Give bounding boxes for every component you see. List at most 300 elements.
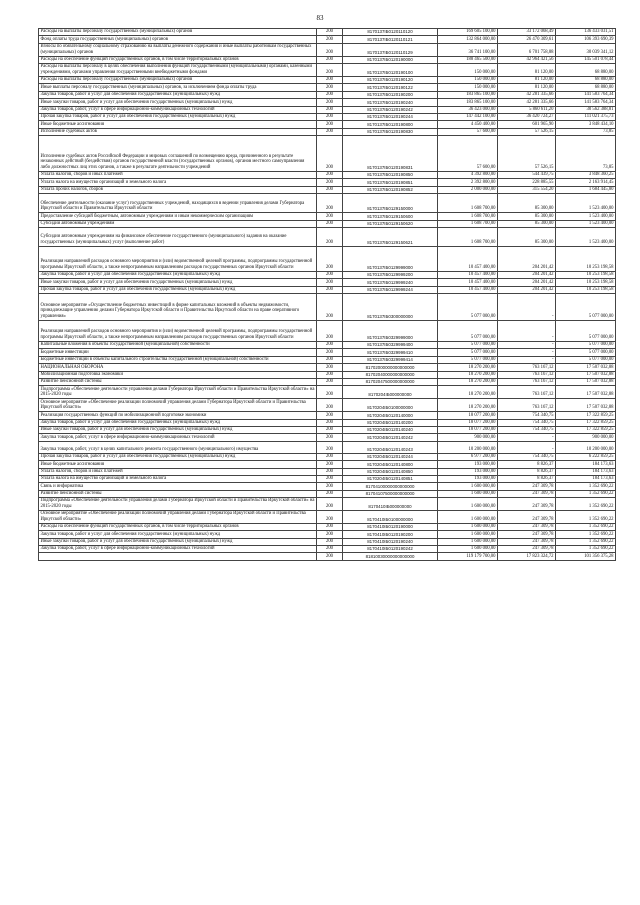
- row-budget-code: 8170137IБ0129150000: [343, 194, 438, 213]
- row-admin-code: 200: [317, 286, 343, 293]
- table-row: [39, 321, 616, 342]
- row-budget-code: 8170204IБ0120140240: [343, 427, 438, 434]
- table-row: [39, 84, 616, 91]
- row-name: Иные выплаты персоналу государственных (муниципальных) органов, за исключением фонда оплаты труда: [39, 84, 317, 91]
- row-approved-amount: 2 392 800,00: [438, 179, 498, 186]
- row-admin-code: 200: [317, 77, 343, 84]
- row-name: Уплата прочих налогов, сборов: [39, 186, 317, 193]
- row-executed-amount: 247 309,78: [498, 510, 556, 523]
- row-budget-code: 8170137IБ0129150620: [343, 220, 438, 227]
- row-budget-code: 81702040000000000000: [343, 371, 438, 378]
- row-budget-code: 8170137IБ0329999000: [343, 321, 438, 342]
- row-approved-amount: 5 077 000,00: [438, 294, 498, 321]
- row-budget-code: 8170410IБ000000000: [343, 498, 438, 511]
- row-budget-code: 8170137IБ0129150600: [343, 213, 438, 220]
- table-row: [39, 91, 616, 98]
- row-budget-code: 8170137IБ0120190120: [343, 77, 438, 84]
- row-remaining-amount: 5 077 000,00: [556, 342, 616, 349]
- row-approved-amount: 18 077 200,00: [438, 412, 498, 419]
- row-budget-code: 8170137IБ0120190242: [343, 106, 438, 113]
- row-executed-amount: 247 309,78: [498, 483, 556, 490]
- row-budget-code: 8170204IБ0120140000: [343, 412, 438, 419]
- row-remaining-amount: 900 000,00: [556, 434, 616, 441]
- row-executed-amount: -: [498, 294, 556, 321]
- table-row: [39, 213, 616, 220]
- row-remaining-amount: 1 352 690,22: [556, 523, 616, 530]
- row-budget-code: 8170137IБ0120190244: [343, 113, 438, 120]
- row-approved-amount: 193 000,00: [438, 468, 498, 475]
- row-remaining-amount: 3 848 360,25: [556, 172, 616, 179]
- table-row: [39, 364, 616, 371]
- row-name: Основное мероприятие «Обеспечение реализации полномочий управления делами Губернатора Иркутской области и Правительства Иркутской области»: [39, 510, 317, 523]
- row-admin-code: 200: [317, 475, 343, 482]
- row-admin-code: 200: [317, 483, 343, 490]
- row-name: Иные закупки товаров, работ и услуг для обеспечения государственных (муниципальных) нужд: [39, 99, 317, 106]
- row-admin-code: 200: [317, 434, 343, 441]
- row-remaining-amount: 1 352 690,22: [556, 531, 616, 538]
- row-approved-amount: 1 600 000,00: [438, 498, 498, 511]
- row-name: Развитие пенсионной системы: [39, 378, 317, 385]
- table-row: [39, 510, 616, 523]
- row-executed-amount: 754 340,75: [498, 453, 556, 460]
- row-executed-amount: 544 439,75: [498, 172, 556, 179]
- table-row: [39, 271, 616, 278]
- row-approved-amount: 4 392 800,00: [438, 172, 498, 179]
- row-remaining-amount: 3 848 434,10: [556, 121, 616, 128]
- row-budget-code: 8170204IБ0120140244: [343, 453, 438, 460]
- row-approved-amount: 183 865 100,00: [438, 99, 498, 106]
- row-approved-amount: 150 000,00: [438, 84, 498, 91]
- row-executed-amount: 8 826,37: [498, 475, 556, 482]
- row-approved-amount: 18 077 200,00: [438, 419, 498, 426]
- table-row: [39, 106, 616, 113]
- row-remaining-amount: 73,85: [556, 136, 616, 172]
- row-admin-code: 200: [317, 364, 343, 371]
- row-name: Субсидии автономным учреждениям на финансовое обеспечение государственного (муниципального) задания на оказание государственных (муниципальных) услуг (выполнение работ): [39, 227, 317, 246]
- row-remaining-amount: 5 077 000,00: [556, 294, 616, 321]
- row-remaining-amount: 106 393 690,39: [556, 36, 616, 43]
- row-budget-code: 8170137IБ0120190800: [343, 121, 438, 128]
- row-budget-code: 8170204IБ0120140850: [343, 468, 438, 475]
- row-executed-amount: 85 300,00: [498, 227, 556, 246]
- row-admin-code: 200: [317, 412, 343, 419]
- row-approved-amount: 10 457 400,00: [438, 279, 498, 286]
- row-executed-amount: 81 120,00: [498, 84, 556, 91]
- row-approved-amount: 1 600 000,00: [438, 510, 498, 523]
- row-name: Закупка товаров, работ, услуг в сфере информационно-коммуникационных технологий: [39, 546, 317, 553]
- table-row: [39, 294, 616, 321]
- row-name: Основное мероприятие «Осуществление бюджетных инвестиций в форме капитальных вложений в объекты недвижимости, принадлежащие управлению делами Губернатора Иркутской области и Правительства Иркутской области на праве оперативного управления»: [39, 294, 317, 321]
- row-admin-code: 200: [317, 121, 343, 128]
- row-budget-code: 8170410IБ0120190240: [343, 538, 438, 545]
- row-admin-code: 200: [317, 220, 343, 227]
- row-admin-code: 200: [317, 553, 343, 560]
- row-name: Иные бюджетные ассигнования: [39, 121, 317, 128]
- row-name: Расходы на выплаты персоналу государственных (муниципальных) органов: [39, 77, 317, 84]
- row-executed-amount: 6 701 758,88: [498, 43, 556, 56]
- row-approved-amount: 10 457 400,00: [438, 271, 498, 278]
- row-admin-code: 200: [317, 271, 343, 278]
- row-name: Иные бюджетные ассигнования: [39, 461, 317, 468]
- row-budget-code: 81704107500000000000: [343, 490, 438, 497]
- row-remaining-amount: 136 433 031,51: [556, 29, 616, 36]
- row-admin-code: 200: [317, 468, 343, 475]
- row-approved-amount: 36 741 100,00: [438, 43, 498, 56]
- table-row: [39, 286, 616, 293]
- row-approved-amount: 36 423 000,00: [438, 106, 498, 113]
- row-budget-code: 8170137IБ0120110120: [343, 29, 438, 36]
- row-admin-code: 200: [317, 279, 343, 286]
- row-executed-amount: 247 309,78: [498, 538, 556, 545]
- row-executed-amount: 754 340,75: [498, 419, 556, 426]
- row-name: Расходы на обеспечение функций государственных органов, в том числе территориальных органов: [39, 523, 317, 530]
- row-remaining-amount: 1 352 690,22: [556, 490, 616, 497]
- row-remaining-amount: 30 562 388,81: [556, 106, 616, 113]
- row-executed-amount: 204 201,42: [498, 246, 556, 271]
- row-budget-code: 8170137IБ0120190200: [343, 91, 438, 98]
- row-executed-amount: 247 309,78: [498, 531, 556, 538]
- row-remaining-amount: 68 880,00: [556, 64, 616, 77]
- row-admin-code: 200: [317, 356, 343, 363]
- row-admin-code: 200: [317, 64, 343, 77]
- row-approved-amount: 5 077 000,00: [438, 321, 498, 342]
- row-name: НАЦИОНАЛЬНАЯ ОБОРОНА: [39, 364, 317, 371]
- row-approved-amount: 188 465 500,00: [438, 56, 498, 63]
- row-approved-amount: 6 977 200,00: [438, 453, 498, 460]
- row-budget-code: 8170137IБ0129999000: [343, 246, 438, 271]
- table-row: [39, 342, 616, 349]
- row-executed-amount: -: [498, 342, 556, 349]
- row-remaining-amount: 17 322 859,25: [556, 419, 616, 426]
- row-remaining-amount: 5 077 000,00: [556, 349, 616, 356]
- row-admin-code: 200: [317, 99, 343, 106]
- row-approved-amount: 900 000,00: [438, 434, 498, 441]
- row-executed-amount: 5 860 611,20: [498, 106, 556, 113]
- row-remaining-amount: 5 077 000,00: [556, 321, 616, 342]
- row-remaining-amount: 1 352 690,22: [556, 510, 616, 523]
- row-remaining-amount: 17 507 032,88: [556, 364, 616, 371]
- row-name: Прочая закупка товаров, работ и услуг для обеспечения государственных (муниципальных) нужд: [39, 286, 317, 293]
- row-approved-amount: 193 000,00: [438, 475, 498, 482]
- row-budget-code: 8170137IБ0329999400: [343, 342, 438, 349]
- row-remaining-amount: 30 039 341,12: [556, 43, 616, 56]
- table-row: [39, 490, 616, 497]
- row-name: Иные закупки товаров, работ и услуг для обеспечения государственных (муниципальных) нужд: [39, 538, 317, 545]
- row-executed-amount: 57 526,15: [498, 136, 556, 172]
- row-remaining-amount: 184 173,63: [556, 461, 616, 468]
- row-remaining-amount: 10 253 198,58: [556, 246, 616, 271]
- table-row: [39, 186, 616, 193]
- row-executed-amount: 315 554,20: [498, 186, 556, 193]
- row-admin-code: 200: [317, 427, 343, 434]
- row-approved-amount: 1 600 000,00: [438, 490, 498, 497]
- row-approved-amount: 150 000,00: [438, 64, 498, 77]
- row-executed-amount: 247 309,78: [498, 546, 556, 553]
- row-admin-code: 200: [317, 371, 343, 378]
- table-row: [39, 43, 616, 56]
- row-name: Уплата налогов, сборов и иных платежей: [39, 172, 317, 179]
- row-admin-code: 200: [317, 179, 343, 186]
- row-budget-code: 8170137IБ0120190830: [343, 128, 438, 135]
- row-approved-amount: 18 270 200,00: [438, 364, 498, 371]
- row-budget-code: 8170137IБ0329999414: [343, 356, 438, 363]
- row-name: Расходы на выплаты персоналу государственных (муниципальных) органов: [39, 29, 317, 36]
- row-remaining-amount: 184 173,63: [556, 475, 616, 482]
- row-name: Бюджетные инвестиции: [39, 349, 317, 356]
- row-name: Капитальные вложения в объекты государственной (муниципальной) собственности: [39, 342, 317, 349]
- row-name: Иные закупки товаров, работ и услуг для обеспечения государственных (муниципальных) нужд: [39, 279, 317, 286]
- row-name: Обеспечение деятельности (оказание услуг) государственных учреждений, находящихся в ведении управления делами Губернатора Иркутской области и Правительства Иркутской области: [39, 194, 317, 213]
- row-executed-amount: 763 167,12: [498, 386, 556, 399]
- row-remaining-amount: 1 352 690,22: [556, 546, 616, 553]
- row-name: Подпрограмма «Обеспечение деятельности управления делами Губернатора Иркутской области и Правительства Иркутской области» на 2015-2020 годы: [39, 386, 317, 399]
- row-executed-amount: 85 300,00: [498, 213, 556, 220]
- row-admin-code: 200: [317, 172, 343, 179]
- table-row: [39, 64, 616, 77]
- table-row: [39, 29, 616, 36]
- row-approved-amount: 57 600,00: [438, 128, 498, 135]
- table-row: [39, 453, 616, 460]
- row-budget-code: 8170137IБ0129999200: [343, 271, 438, 278]
- row-remaining-amount: 10 253 198,58: [556, 279, 616, 286]
- row-admin-code: 200: [317, 399, 343, 412]
- row-admin-code: 200: [317, 378, 343, 385]
- row-name: Закупка товаров, работ и услуг для обеспечения государственных (муниципальных) нужд: [39, 271, 317, 278]
- row-approved-amount: 18 270 200,00: [438, 378, 498, 385]
- table-row: [39, 77, 616, 84]
- row-approved-amount: 119 179 700,00: [438, 553, 498, 560]
- row-budget-code: 8170137IБ0120190851: [343, 179, 438, 186]
- row-budget-code: 8170204IБ0120140200: [343, 419, 438, 426]
- row-budget-code: 8170137IБ0120190831: [343, 136, 438, 172]
- row-admin-code: 200: [317, 56, 343, 63]
- row-remaining-amount: 145 501 078,44: [556, 56, 616, 63]
- table-row: [39, 121, 616, 128]
- row-approved-amount: 1 600 000,00: [438, 546, 498, 553]
- row-name: Реализация направлений расходов основного мероприятия и (или) ведомственной целевой программы, подпрограммы государственной программы Иркутской области, а также непрограммным направлениям расходов государственных органов Иркутской области: [39, 321, 317, 342]
- row-remaining-amount: 6 222 859,25: [556, 453, 616, 460]
- row-executed-amount: 85 300,00: [498, 220, 556, 227]
- row-remaining-amount: 17 322 859,25: [556, 412, 616, 419]
- table-body: [39, 29, 616, 561]
- row-executed-amount: 754 340,75: [498, 412, 556, 419]
- row-approved-amount: 57 600,00: [438, 136, 498, 172]
- row-executed-amount: -: [498, 349, 556, 356]
- table-row: [39, 475, 616, 482]
- row-executed-amount: 763 167,12: [498, 378, 556, 385]
- row-admin-code: 200: [317, 546, 343, 553]
- row-executed-amount: 247 309,78: [498, 523, 556, 530]
- row-approved-amount: 1 608 700,00: [438, 213, 498, 220]
- table-row: [39, 378, 616, 385]
- row-admin-code: 200: [317, 29, 343, 36]
- row-name: Исполнение судебных актов: [39, 128, 317, 135]
- row-remaining-amount: 10 253 198,58: [556, 286, 616, 293]
- table-row: [39, 179, 616, 186]
- row-remaining-amount: 73,85: [556, 128, 616, 135]
- row-approved-amount: 18 077 200,00: [438, 427, 498, 434]
- row-executed-amount: 42 281 335,66: [498, 99, 556, 106]
- row-admin-code: 200: [317, 510, 343, 523]
- row-name: Закупка товаров, работ, услуг в сфере информационно-коммуникационных технологий: [39, 434, 317, 441]
- row-approved-amount: 132 864 000,00: [438, 36, 498, 43]
- row-approved-amount: 10 457 400,00: [438, 246, 498, 271]
- table-row: [39, 483, 616, 490]
- row-remaining-amount: 17 322 859,25: [556, 427, 616, 434]
- table-row: [39, 56, 616, 63]
- row-name: Иные закупки товаров, работ и услуг для обеспечения государственных (муниципальных) нужд: [39, 427, 317, 434]
- row-remaining-amount: 141 583 764,34: [556, 99, 616, 106]
- row-name: Уплата налога на имущество организаций и земельного налога: [39, 475, 317, 482]
- row-name: Расходы на выплаты персоналу в целях обеспечения выполнения функций государственными (муниципальными) органами, казенными учреждениями, органами управления государственными внебюджетными фондами: [39, 64, 317, 77]
- row-name: Бюджетные инвестиции в объекты капитального строительства государственной (муниципальной) собственности: [39, 356, 317, 363]
- row-remaining-amount: 141 583 764,34: [556, 91, 616, 98]
- table-row: [39, 553, 616, 560]
- row-admin-code: 200: [317, 349, 343, 356]
- row-budget-code: 8170204IБ0120140242: [343, 434, 438, 441]
- row-budget-code: 8170204IБ0120140243: [343, 441, 438, 453]
- table-row: [39, 36, 616, 43]
- row-executed-amount: 57 526,15: [498, 128, 556, 135]
- budget-table: [38, 28, 615, 561]
- row-approved-amount: 5 077 000,00: [438, 349, 498, 356]
- row-remaining-amount: 68 880,00: [556, 84, 616, 91]
- row-budget-code: 8170137IБ0120190122: [343, 84, 438, 91]
- page-number: 83: [316, 14, 324, 22]
- row-name: Субсидии автономным учреждениям: [39, 220, 317, 227]
- row-executed-amount: 601 965,90: [498, 121, 556, 128]
- row-admin-code: 200: [317, 538, 343, 545]
- table-row: [39, 246, 616, 271]
- row-approved-amount: 10 457 400,00: [438, 286, 498, 293]
- row-approved-amount: 18 270 200,00: [438, 386, 498, 399]
- row-executed-amount: 204 201,42: [498, 286, 556, 293]
- row-admin-code: 200: [317, 213, 343, 220]
- row-name: Подпрограмма «Обеспечение деятельности управления делами Губернатора Иркутской области и Правительства Иркутской области» на 2015-2020 годы: [39, 498, 317, 511]
- row-approved-amount: 1 608 700,00: [438, 220, 498, 227]
- row-admin-code: 200: [317, 342, 343, 349]
- table-row: [39, 113, 616, 120]
- row-remaining-amount: 10 253 198,58: [556, 271, 616, 278]
- table-row: [39, 194, 616, 213]
- table-row: [39, 136, 616, 172]
- row-executed-amount: 763 167,12: [498, 364, 556, 371]
- row-approved-amount: 10 200 000,00: [438, 441, 498, 453]
- row-budget-code: 8170410IБ0120190200: [343, 531, 438, 538]
- row-remaining-amount: 17 507 032,88: [556, 386, 616, 399]
- table-row: [39, 498, 616, 511]
- row-remaining-amount: 1 684 445,80: [556, 186, 616, 193]
- row-name: Развитие пенсионной системы: [39, 490, 317, 497]
- row-approved-amount: 193 000,00: [438, 461, 498, 468]
- row-name: Закупка товаров, работ, услуг в сфере информационно-коммуникационных технологий: [39, 106, 317, 113]
- row-remaining-amount: 1 352 690,22: [556, 483, 616, 490]
- row-remaining-amount: 68 880,00: [556, 77, 616, 84]
- row-approved-amount: 1 608 700,00: [438, 194, 498, 213]
- table-row: [39, 434, 616, 441]
- row-budget-code: 8170410IБ0100000000: [343, 510, 438, 523]
- row-budget-code: 81810030000000000000: [343, 553, 438, 560]
- row-executed-amount: -: [498, 434, 556, 441]
- row-budget-code: 8170137IБ0329999410: [343, 349, 438, 356]
- table-row: [39, 356, 616, 363]
- row-admin-code: 200: [317, 523, 343, 530]
- row-executed-amount: -: [498, 321, 556, 342]
- row-admin-code: 200: [317, 91, 343, 98]
- row-approved-amount: 183 865 100,00: [438, 91, 498, 98]
- row-budget-code: 8170204IБ0100000000: [343, 399, 438, 412]
- row-remaining-amount: 1 352 690,22: [556, 538, 616, 545]
- row-remaining-amount: 17 507 032,88: [556, 399, 616, 412]
- row-executed-amount: 754 340,75: [498, 427, 556, 434]
- row-name: Закупка товаров, работ, услуг в целях капитального ремонта государственного (муниципального) имущества: [39, 441, 317, 453]
- table-row: [39, 523, 616, 530]
- row-approved-amount: 18 270 200,00: [438, 399, 498, 412]
- row-approved-amount: 1 600 000,00: [438, 523, 498, 530]
- row-approved-amount: 4 450 400,00: [438, 121, 498, 128]
- table-row: [39, 546, 616, 553]
- row-admin-code: 200: [317, 321, 343, 342]
- row-name: Взносы по обязательному социальному страхованию на выплаты денежного содержания и иные выплаты работникам государственных (муниципальных) органов: [39, 43, 317, 56]
- row-executed-amount: 763 167,12: [498, 371, 556, 378]
- row-budget-code: 8170137IБ0129999244: [343, 286, 438, 293]
- row-executed-amount: 17 823 324,72: [498, 553, 556, 560]
- row-name: Реализация государственных функций по мобилизационной подготовке экономики: [39, 412, 317, 419]
- row-remaining-amount: 184 173,63: [556, 468, 616, 475]
- row-admin-code: 200: [317, 227, 343, 246]
- row-executed-amount: 8 826,37: [498, 461, 556, 468]
- table-row: [39, 441, 616, 453]
- row-executed-amount: 204 201,42: [498, 279, 556, 286]
- row-admin-code: 200: [317, 113, 343, 120]
- row-admin-code: 200: [317, 441, 343, 453]
- row-executed-amount: 42 281 335,66: [498, 91, 556, 98]
- row-executed-amount: 85 300,00: [498, 194, 556, 213]
- row-admin-code: 200: [317, 128, 343, 135]
- table-row: [39, 227, 616, 246]
- row-name: Предоставление субсидий бюджетным, автономным учреждениям и иным некоммерческим организациям: [39, 213, 317, 220]
- row-remaining-amount: 1 523 400,00: [556, 227, 616, 246]
- row-executed-amount: 36 420 724,27: [498, 113, 556, 120]
- row-name: Уплата налогов, сборов и иных платежей: [39, 468, 317, 475]
- table-row: [39, 399, 616, 412]
- row-admin-code: 200: [317, 36, 343, 43]
- row-budget-code: 81704100000000000000: [343, 483, 438, 490]
- row-approved-amount: 150 000,00: [438, 77, 498, 84]
- row-name: Расходы на обеспечение функций государственных органов, в том числе территориальных органов: [39, 56, 317, 63]
- row-budget-code: 8170410IБ0120190000: [343, 523, 438, 530]
- table-row: [39, 531, 616, 538]
- table-row: [39, 538, 616, 545]
- row-admin-code: 200: [317, 498, 343, 511]
- row-admin-code: 200: [317, 419, 343, 426]
- row-executed-amount: 228 885,55: [498, 179, 556, 186]
- row-admin-code: 200: [317, 106, 343, 113]
- row-name: Закупка товаров, работ и услуг для обеспечения государственных (муниципальных) нужд: [39, 531, 317, 538]
- row-admin-code: 200: [317, 84, 343, 91]
- row-budget-code: 81702047500000000000: [343, 378, 438, 385]
- row-admin-code: 200: [317, 43, 343, 56]
- row-budget-code: 8170137IБ0120190850: [343, 172, 438, 179]
- row-name: Фонд оплаты труда государственных (муниципальных) органов: [39, 36, 317, 43]
- row-remaining-amount: 1 523 400,00: [556, 220, 616, 227]
- row-admin-code: 200: [317, 386, 343, 399]
- table-row: [39, 412, 616, 419]
- row-executed-amount: 33 172 068,49: [498, 29, 556, 36]
- row-budget-code: 8170137IБ0129150621: [343, 227, 438, 246]
- row-remaining-amount: 5 077 000,00: [556, 356, 616, 363]
- row-name: Закупка товаров, работ и услуг для обеспечения государственных (муниципальных) нужд: [39, 419, 317, 426]
